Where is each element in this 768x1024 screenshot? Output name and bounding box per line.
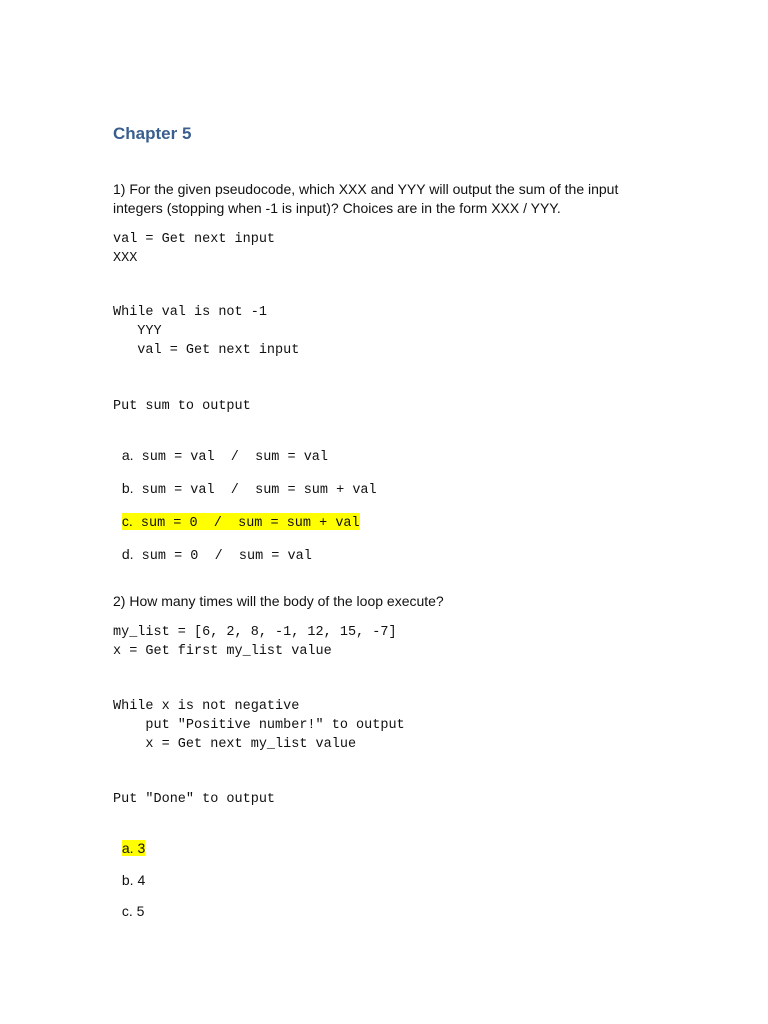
question-2-text: 2) How many times will the body of the loop execute?	[113, 593, 444, 609]
chapter-title: Chapter 5	[113, 124, 192, 143]
option-code: sum = val / sum = val	[133, 450, 329, 465]
option-letter: c.	[121, 513, 133, 529]
q2-code-line: x = Get next my_list value	[113, 737, 357, 752]
option-letter: d.	[121, 546, 134, 562]
option-letter: b.	[121, 480, 134, 496]
q2-code-line: x = Get first my_list value	[113, 644, 332, 659]
option-label: b. 4	[121, 872, 146, 888]
q2-code-line: put "Positive number!" to output	[113, 718, 405, 733]
q1-code-line: val = Get next input	[113, 343, 300, 358]
option-code: sum = val / sum = sum + val	[133, 483, 377, 498]
q2-option-c	[113, 885, 144, 921]
q1-option-d	[113, 528, 312, 566]
question-1-text: 1) For the given pseudocode, which XXX and YYY will output the sum of the input integers (stopping when -1 is input)? Choices are in the form XXX / YYY.	[113, 181, 619, 216]
q2-code-line: Put "Done" to output	[113, 792, 276, 807]
option-code: sum = 0 / sum = val	[133, 549, 312, 564]
q1-code-line: XXX	[113, 251, 138, 266]
q2-code-line: my_list = [6, 2, 8, -1, 12, 15, -7]	[113, 625, 397, 640]
q1-code-line: While val is not -1	[113, 305, 267, 320]
option-label: c. 5	[121, 903, 145, 919]
option-code: sum = 0 / sum = sum + val	[132, 516, 360, 531]
option-label: a. 3	[121, 840, 146, 856]
q1-code-line: val = Get next input	[113, 232, 276, 247]
q1-code-line: Put sum to output	[113, 399, 251, 414]
option-letter: a.	[121, 447, 134, 463]
q1-code-line: YYY	[113, 324, 162, 339]
q2-code-line: While x is not negative	[113, 699, 300, 714]
q2-option-a	[113, 822, 145, 858]
